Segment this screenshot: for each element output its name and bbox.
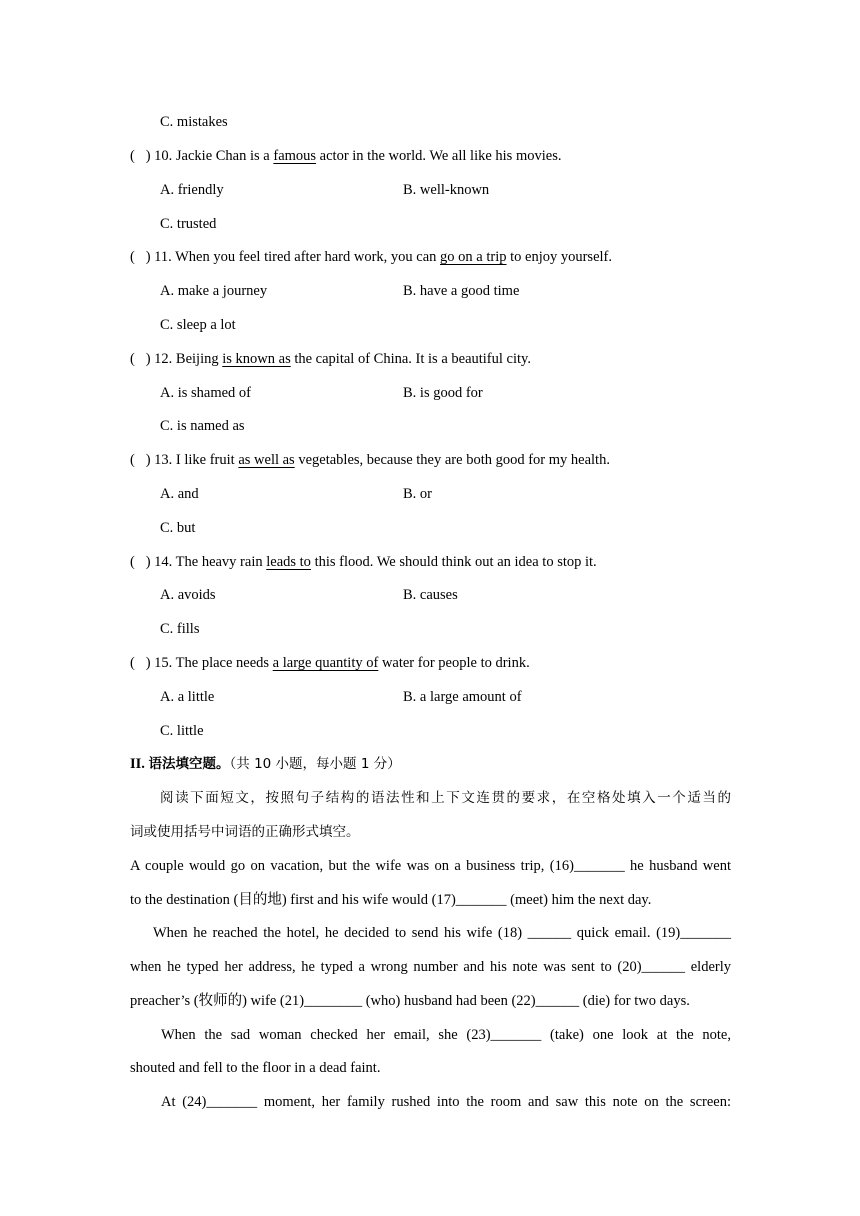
question-text: the capital of China. It is a beautiful city.	[290, 351, 531, 367]
question-14	[130, 552, 597, 572]
q12-option-b: B. is good for	[403, 385, 483, 401]
passage-line: A couple would go on vacation, but the wife was on a business trip, (16)_______ he husband went	[130, 858, 731, 874]
question-13	[130, 450, 610, 470]
question-text: ( ) 13. I like fruit	[130, 452, 239, 468]
q15-option-a: A. a little	[160, 689, 215, 705]
section-number: II.	[130, 756, 145, 772]
q13-option-c: C. but	[160, 520, 196, 536]
question-text: ( ) 10. Jackie Chan is a	[130, 148, 274, 164]
question-10	[130, 146, 561, 166]
section-note: （共 10 小题，每小题 1 分）	[229, 756, 401, 772]
q13-option-b: B. or	[403, 486, 432, 502]
passage-line: when he typed her address, he typed a wrong number and his note was sent to (20)______ elderly	[130, 959, 731, 975]
q11-option-c: C. sleep a lot	[160, 317, 236, 333]
underlined-phrase: a large quantity of	[272, 655, 379, 671]
instruction-line-2: 词或使用括号中词语的正确形式填空。	[130, 824, 360, 840]
q10-option-c: C. trusted	[160, 216, 217, 232]
passage-line: At (24)_______ moment, her family rushed into the room and saw this note on the screen:	[161, 1094, 731, 1110]
passage-line: shouted and fell to the floor in a dead faint.	[130, 1060, 381, 1076]
q15-option-b: B. a large amount of	[403, 689, 522, 705]
instruction-line-1: 阅读下面短文，按照句子结构的语法性和上下文连贯的要求，在空格处填入一个适当的	[160, 790, 731, 806]
question-text: ( ) 15. The place needs	[130, 655, 273, 671]
question-text: ( ) 12. Beijing	[130, 351, 223, 367]
question-text: vegetables, because they are both good for my health.	[294, 452, 610, 468]
underlined-phrase: famous	[273, 148, 317, 164]
passage-line: to the destination (目的地) first and his wife would (17)_______ (meet) him the next day.	[130, 892, 652, 908]
underlined-phrase: go on a trip	[440, 249, 507, 265]
q11-option-b: B. have a good time	[403, 283, 520, 299]
question-text: water for people to drink.	[378, 655, 530, 671]
q9-option-c: C. mistakes	[160, 114, 228, 130]
q12-option-c: C. is named as	[160, 418, 245, 434]
question-text: ( ) 11. When you feel tired after hard work, you can	[130, 249, 441, 265]
q10-option-b: B. well-known	[403, 182, 490, 198]
question-text: to enjoy yourself.	[506, 249, 612, 265]
question-12	[130, 349, 531, 369]
q14-option-a: A. avoids	[160, 587, 216, 603]
question-text: this flood. We should think out an idea to stop it.	[310, 554, 597, 570]
q14-option-b: B. causes	[403, 587, 458, 603]
section-title: 语法填空题。	[148, 756, 230, 772]
question-text: actor in the world. We all like his movies.	[316, 148, 562, 164]
question-11	[130, 247, 612, 267]
section-heading	[130, 754, 401, 774]
underlined-phrase: leads to	[266, 554, 311, 570]
underlined-phrase: as well as	[238, 452, 295, 468]
underlined-phrase: is known as	[222, 351, 291, 367]
q14-option-c: C. fills	[160, 621, 200, 637]
passage-line: preacher’s (牧师的) wife (21)________ (who) husband had been (22)______ (die) for two days.	[130, 993, 690, 1009]
passage-line: When the sad woman checked her email, she (23)_______ (take) one look at the note,	[161, 1027, 731, 1043]
q13-option-a: A. and	[160, 486, 199, 502]
passage-line: When he reached the hotel, he decided to send his wife (18) ______ quick email. (19)_______	[153, 925, 731, 941]
q12-option-a: A. is shamed of	[160, 385, 252, 401]
q15-option-c: C. little	[160, 723, 204, 739]
question-text: ( ) 14. The heavy rain	[130, 554, 267, 570]
q11-option-a: A. make a journey	[160, 283, 268, 299]
q10-option-a: A. friendly	[160, 182, 224, 198]
question-15	[130, 653, 530, 673]
